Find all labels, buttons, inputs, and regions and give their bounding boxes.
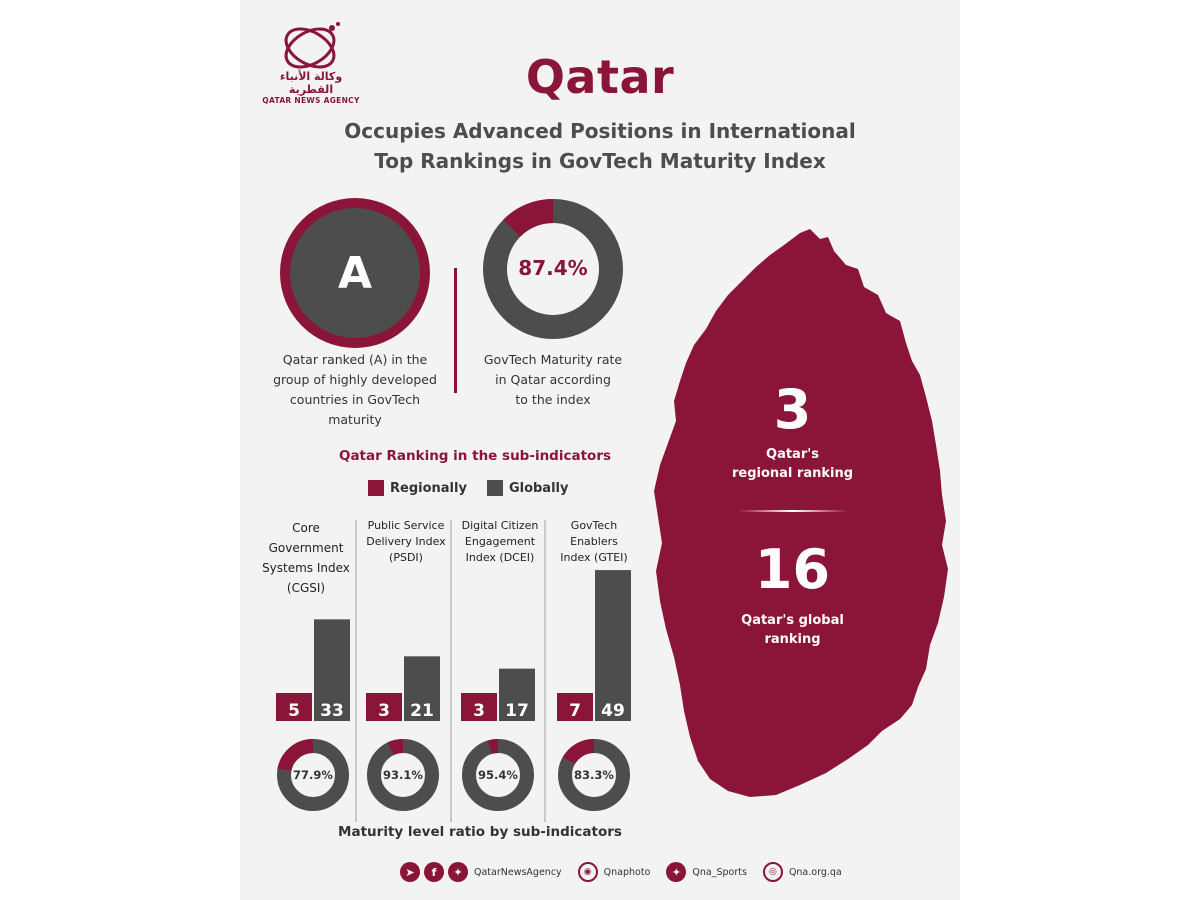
category-title-line: (CGSI) xyxy=(286,581,326,595)
category-title-line: Digital Citizen xyxy=(461,519,539,532)
ratio-donut-arc xyxy=(284,746,313,770)
category-title-line: Systems Index xyxy=(262,561,350,575)
legend-label-regionally: Regionally xyxy=(390,480,467,496)
qatar-landmass xyxy=(654,229,948,797)
social-handle-qna[interactable]: QatarNewsAgency xyxy=(474,866,562,878)
global-rank-label-line: Qatar's global xyxy=(741,613,844,628)
category-title-line: (PSDI) xyxy=(389,551,423,564)
twitter-icon[interactable]: ✦ xyxy=(448,862,468,882)
grade-caption-line: maturity xyxy=(328,412,382,427)
regional-rank-label-line: regional ranking xyxy=(731,466,854,481)
bar-label-global: 33 xyxy=(320,701,344,721)
global-rank-label xyxy=(710,611,875,649)
bar-label-global: 49 xyxy=(601,701,625,721)
social-footer xyxy=(400,862,854,882)
bar-label-regional: 7 xyxy=(569,701,581,721)
bar-label-global: 17 xyxy=(505,701,529,721)
telegram-icon[interactable]: ➤ xyxy=(400,862,420,882)
ratio-label: 83.3% xyxy=(574,768,614,782)
global-rank-value: 16 xyxy=(754,538,831,601)
ratio-heading: Maturity level ratio by sub-indicators xyxy=(338,824,622,840)
regional-rank-value: 3 xyxy=(773,378,812,441)
grade-caption-line: group of highly developed xyxy=(273,372,437,387)
globe-icon[interactable]: ◎ xyxy=(763,862,783,882)
category-title-line: Enablers xyxy=(570,535,618,548)
bar-label-global: 21 xyxy=(410,701,434,721)
map-divider xyxy=(738,510,848,512)
ratio-donut-arc xyxy=(391,746,403,749)
rate-caption-line: to the index xyxy=(515,392,591,407)
instagram-icon[interactable]: ◉ xyxy=(578,862,598,882)
category-title-line: Engagement xyxy=(464,535,536,548)
brand-name-arabic: وكالة الأنباء القطرية xyxy=(279,70,343,96)
bar-label-regional: 5 xyxy=(288,701,300,721)
grade-value: A xyxy=(290,208,420,338)
grade-caption-line: countries in GovTech xyxy=(289,392,421,407)
rate-caption-line: in Qatar according xyxy=(495,372,611,387)
legend-label-globally: Globally xyxy=(508,480,569,496)
category-title-line: Delivery Index xyxy=(366,535,446,548)
ratio-donut-arc xyxy=(490,746,498,747)
bar-label-regional: 3 xyxy=(473,701,485,721)
category-title-line: Public Service xyxy=(367,519,445,532)
subtitle-line-2: Top Rankings in GovTech Maturity Index xyxy=(374,149,826,173)
category-title-line: Core Government xyxy=(268,521,344,555)
bar-global xyxy=(595,570,631,721)
facebook-icon[interactable]: f xyxy=(424,862,444,882)
brand-name-english: QATAR NEWS AGENCY xyxy=(262,96,360,105)
category-title-line: Index (GTEI) xyxy=(560,551,628,564)
ratio-label: 77.9% xyxy=(293,768,333,782)
bar-label-regional: 3 xyxy=(378,701,390,721)
website-link[interactable]: Qna.org.qa xyxy=(788,866,842,878)
chart-title: Qatar Ranking in the sub-indicators xyxy=(338,448,612,464)
regional-rank-label xyxy=(710,445,875,483)
ratio-label: 93.1% xyxy=(383,768,423,782)
regional-rank-label-line: Qatar's xyxy=(766,447,819,462)
category-title-line: Index (DCEI) xyxy=(465,551,535,564)
global-rank-label-line: ranking xyxy=(764,632,821,647)
ratio-label: 95.4% xyxy=(478,768,518,782)
grade-caption-line: Qatar ranked (A) in the xyxy=(282,352,428,367)
qatar-map xyxy=(650,225,950,815)
subtitle-line-1: Occupies Advanced Positions in International xyxy=(344,119,856,143)
social-handle-sports[interactable]: Qna_Sports xyxy=(692,866,747,878)
twitter-icon[interactable]: ✦ xyxy=(666,862,686,882)
category-title-line: GovTech xyxy=(570,519,618,532)
page-title: Qatar xyxy=(525,50,675,104)
social-handle-photo[interactable]: Qnaphoto xyxy=(603,866,651,878)
rate-caption-line: GovTech Maturity rate xyxy=(483,352,623,367)
maturity-rate-value: 87.4% xyxy=(518,256,588,280)
infographic-poster xyxy=(240,0,960,900)
